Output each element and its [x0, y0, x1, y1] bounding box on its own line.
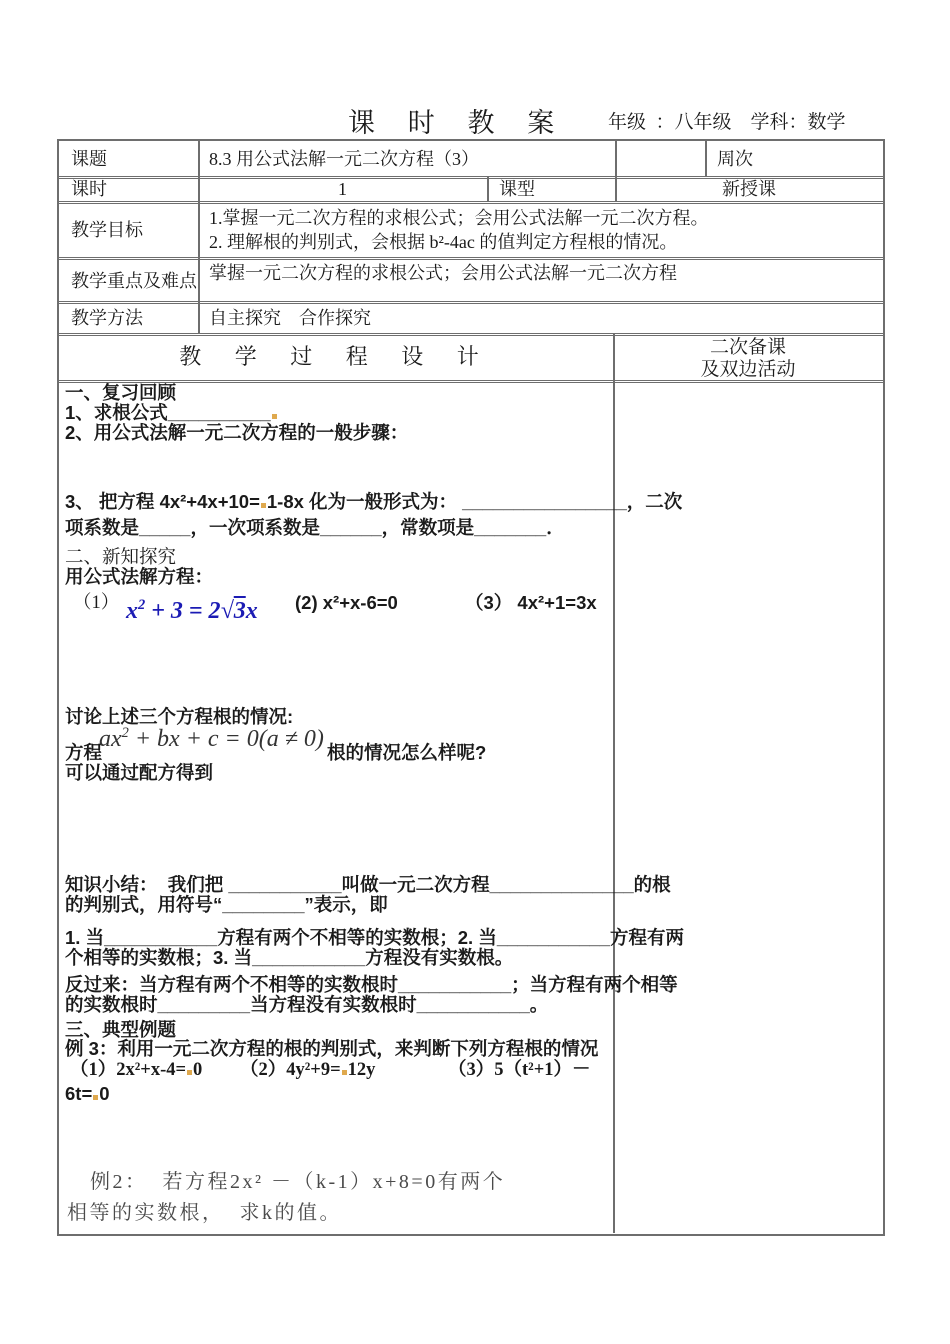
method-value: 自主探究 合作探究 — [209, 308, 371, 328]
equation-text: 6t= — [65, 1083, 93, 1104]
lesson-plan-table — [57, 139, 885, 1236]
secondary-prep-line-1: 二次备课 — [709, 337, 786, 358]
topic-label: 课题 — [71, 149, 107, 169]
grade-value: 八年级 — [674, 112, 732, 133]
annotation-dot — [187, 1070, 192, 1075]
column-divider — [198, 141, 200, 333]
equation-text: 1-8x 化为一般形式为： ________________，二次 — [266, 491, 683, 512]
row-divider — [59, 333, 883, 336]
example-3-eq-2 — [240, 1060, 375, 1080]
example-2-line-2: 相等的实数根， 求k的值。 — [67, 1202, 342, 1224]
review-item-1 — [65, 403, 278, 423]
column-divider — [705, 141, 707, 176]
lesson-type-value: 新授课 — [722, 179, 776, 199]
example-3-eq-3: （3）5（t²+1）－ — [448, 1060, 591, 1080]
section-3-title: 三、典型例题 — [65, 1019, 177, 1040]
secondary-prep-line-2: 及双边活动 — [700, 359, 796, 380]
example-3-eq-1 — [70, 1060, 202, 1080]
cases-line-1: 1. 当___________方程有两个不相等的实数根；2. 当___________方程有两 — [65, 927, 684, 948]
cases-line-2: 个相等的实数根；3. 当___________方程没有实数根。 — [65, 947, 514, 968]
equation-3: （3） 4x²+1=3x — [465, 592, 597, 613]
equation-text: 0 — [193, 1060, 203, 1080]
topic-value: 8.3 用公式法解一元二次方程（3） — [209, 149, 479, 169]
row-divider — [59, 201, 883, 204]
section-1-title: 一、复习回顾 — [65, 382, 177, 403]
header-meta — [608, 107, 846, 134]
review-item-2: 2、用公式法解一元二次方程的一般步骤： — [65, 422, 409, 443]
subject-value: 数学 — [807, 112, 846, 133]
equation-text: （1）2x²+x-4= — [70, 1060, 187, 1080]
process-design-header: 教 学 过 程 设 计 — [179, 344, 493, 369]
objectives-line-2: 2. 理解根的判别式，会根据 b²-4ac 的值判定方程根的情况。 — [209, 232, 678, 252]
page-title: 课 时 教 案 — [348, 108, 568, 138]
grade-label: 年级 ： — [608, 112, 675, 133]
formula-prefix: 方程 — [65, 742, 103, 763]
keypoints-label: 教学重点及难点 — [71, 271, 197, 291]
general-quadratic-formula — [99, 725, 324, 753]
formula-exponent: 2 — [121, 725, 129, 741]
converse-line-1: 反过来：当方程有两个不相等的实数根时___________；当方程有两个相等 — [65, 974, 678, 995]
converse-line-2: 的实数根时_________当方程没有实数根时___________。 — [65, 994, 549, 1015]
method-label: 教学方法 — [71, 308, 143, 328]
example-3-eq-3-continued — [65, 1084, 110, 1104]
period-label: 课时 — [71, 179, 107, 199]
row-divider — [59, 257, 883, 260]
blank-line: __________ — [167, 402, 271, 423]
example-2-line-1: 例2： 若方程2x² －（k-1）x+8=0有两个 — [90, 1171, 506, 1193]
formula-suffix: 根的情况怎么样呢? — [327, 742, 487, 763]
equation-1-blue — [126, 597, 258, 625]
review-item-3-line-2: 项系数是_____，一次项系数是______，常数项是_______． — [65, 517, 565, 538]
section-2-title: 二、新知探究 — [65, 546, 177, 567]
keypoints-value: 掌握一元二次方程的求根公式；会用公式法解一元二次方程 — [209, 263, 677, 283]
lesson-type-label: 课型 — [499, 179, 535, 199]
subject-label: 学科： — [731, 112, 808, 133]
annotation-dot — [342, 1070, 347, 1075]
column-divider — [487, 176, 489, 201]
completing-square-note: 可以通过配方得到 — [65, 762, 214, 783]
annotation-dot — [272, 414, 277, 419]
equation-text: 12y — [347, 1060, 376, 1080]
summary-line-2: 的判别式，用符号“________”表示，即 — [65, 894, 388, 915]
formula-rest: + bx + c = 0(a ≠ 0) — [128, 726, 324, 752]
summary-line-1: 知识小结： 我们把 ___________叫做一元二次方程______________的根 — [65, 874, 671, 895]
objectives-label: 教学目标 — [71, 220, 143, 240]
equation-text: 0 — [99, 1083, 110, 1104]
solve-instruction: 用公式法解方程： — [65, 566, 214, 587]
discussion-prompt: 讨论上述三个方程根的情况: — [65, 706, 294, 727]
annotation-dot — [93, 1095, 98, 1100]
example-3-prompt: 例 3：利用一元二次方程的根的判别式，来判断下列方程根的情况 — [65, 1038, 599, 1059]
objectives-line-1: 1.掌握一元二次方程的求根公式；会用公式法解一元二次方程。 — [209, 208, 709, 228]
formula-ax: ax — [99, 726, 122, 752]
review-item-1-text: 1、求根公式 — [65, 402, 168, 423]
radical-sign: √ — [220, 598, 234, 624]
eq1-middle: + 3 = 2 — [145, 598, 221, 624]
week-label: 周次 — [717, 149, 753, 169]
secondary-prep-header — [613, 337, 883, 381]
radicand: 3 — [233, 598, 246, 624]
annotation-dot — [261, 503, 266, 508]
equation-text: （2）4y²+9= — [240, 1060, 341, 1080]
period-value: 1 — [338, 179, 347, 199]
equation-1-label: （1） — [73, 593, 120, 613]
column-divider — [613, 333, 615, 1233]
row-divider — [59, 301, 883, 304]
eq1-tail: x — [245, 598, 258, 624]
eq1-x: x — [126, 598, 138, 624]
equation-text: 3、 把方程 4x²+4x+10= — [65, 491, 260, 512]
eq1-exponent: 2 — [138, 597, 146, 613]
review-item-3-line-1 — [65, 492, 682, 512]
equation-2: (2) x²+x-6=0 — [295, 592, 398, 613]
